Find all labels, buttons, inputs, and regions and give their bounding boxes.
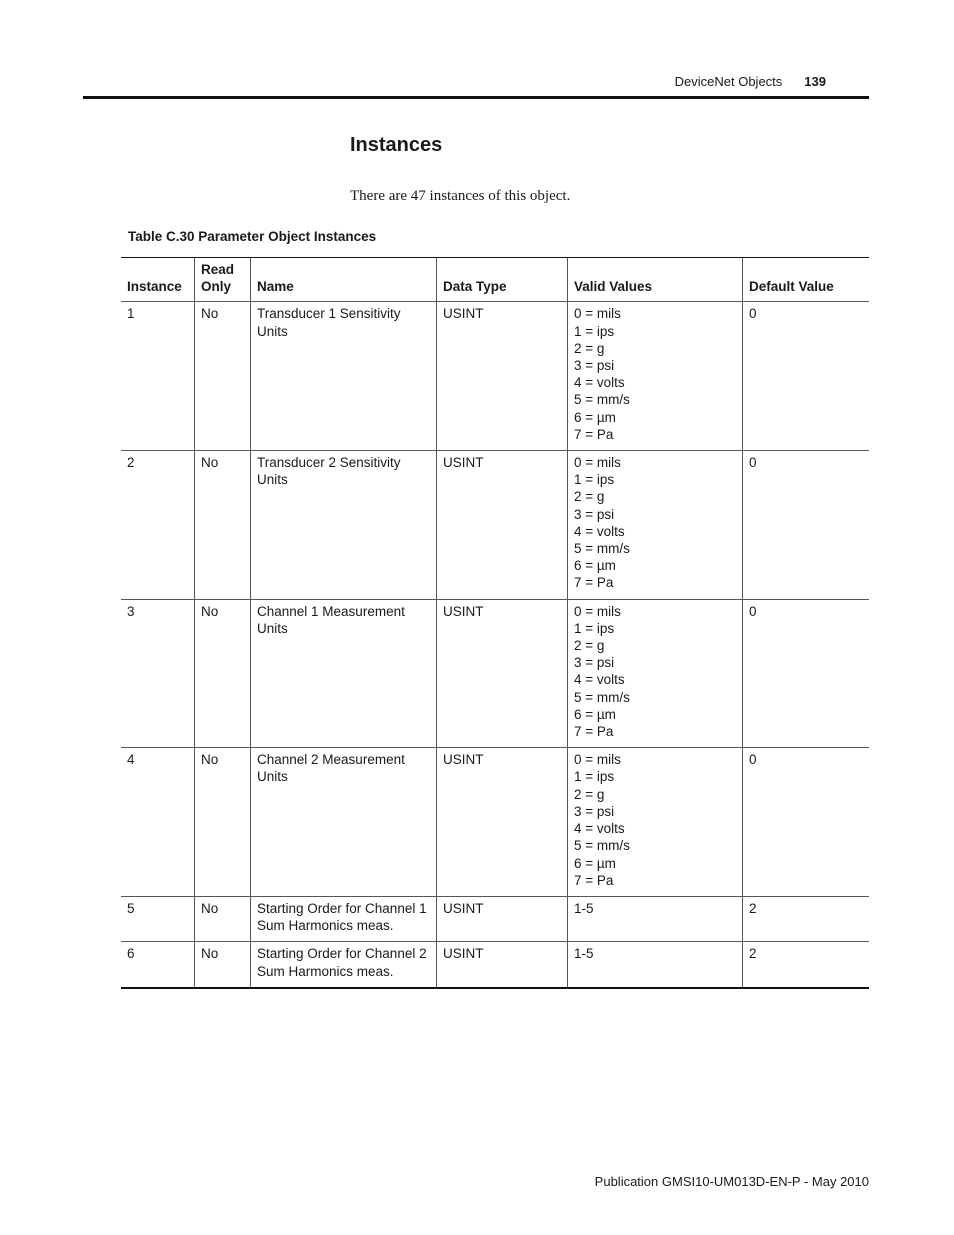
valid-value-line: 0 = mils: [574, 603, 621, 619]
cell-read-only: No: [195, 748, 251, 897]
valid-value-line: 4 = volts: [574, 523, 625, 539]
valid-value-line: 5 = mm/s: [574, 392, 630, 408]
cell-name: Channel 1 Measurement Units: [251, 599, 437, 748]
col-header-read-only: Read Only: [195, 258, 251, 302]
cell-data-type: USINT: [437, 896, 568, 941]
cell-instance: 6: [121, 942, 195, 988]
cell-read-only: No: [195, 599, 251, 748]
valid-value-line: 1-5: [574, 900, 594, 916]
valid-value-line: 4 = volts: [574, 672, 625, 688]
cell-read-only: No: [195, 896, 251, 941]
intro-text: There are 47 instances of this object.: [350, 188, 571, 204]
table-row: [121, 896, 869, 941]
cell-valid-values: [568, 942, 743, 988]
valid-value-line: 3 = psi: [574, 358, 615, 374]
cell-name: Channel 2 Measurement Units: [251, 748, 437, 897]
col-header-valid-values: Valid Values: [568, 258, 743, 302]
header-section-title: DeviceNet Objects: [674, 74, 783, 89]
cell-valid-values: [568, 302, 743, 451]
table-row: [121, 599, 869, 748]
valid-value-line: 2 = g: [574, 489, 605, 505]
cell-read-only: No: [195, 942, 251, 988]
valid-value-line: 4 = volts: [574, 375, 625, 391]
cell-name: Transducer 1 Sensitivity Units: [251, 302, 437, 451]
valid-value-line: 2 = g: [574, 638, 605, 654]
cell-name: Starting Order for Channel 2 Sum Harmonics meas.: [251, 942, 437, 988]
col-header-name: Name: [251, 258, 437, 302]
cell-instance: 3: [121, 599, 195, 748]
cell-default-value: 0: [743, 451, 870, 600]
cell-default-value: 0: [743, 599, 870, 748]
valid-value-line: 2 = g: [574, 786, 605, 802]
cell-default-value: 2: [743, 896, 870, 941]
section-title: Instances: [350, 134, 443, 156]
cell-valid-values: [568, 896, 743, 941]
valid-value-line: 7 = Pa: [574, 426, 614, 442]
valid-value-line: 1 = ips: [574, 620, 615, 636]
cell-read-only: No: [195, 451, 251, 600]
table-row: [121, 748, 869, 897]
cell-data-type: USINT: [437, 599, 568, 748]
table-row: [121, 942, 869, 988]
valid-value-line: 1 = ips: [574, 472, 615, 488]
valid-value-line: 3 = psi: [574, 803, 615, 819]
cell-data-type: USINT: [437, 942, 568, 988]
cell-data-type: USINT: [437, 748, 568, 897]
page-number: 139: [804, 74, 826, 89]
valid-value-line: 6 = µm: [574, 706, 616, 722]
valid-value-line: 4 = volts: [574, 821, 625, 837]
table-row: [121, 302, 869, 451]
valid-value-line: 1-5: [574, 946, 594, 962]
valid-value-line: 7 = Pa: [574, 724, 614, 740]
cell-default-value: 0: [743, 302, 870, 451]
valid-value-line: 1 = ips: [574, 769, 615, 785]
cell-data-type: USINT: [437, 302, 568, 451]
valid-value-line: 1 = ips: [574, 323, 615, 339]
cell-read-only: No: [195, 302, 251, 451]
parameter-object-instances-table: [121, 257, 869, 989]
valid-value-line: 7 = Pa: [574, 872, 614, 888]
valid-value-line: 5 = mm/s: [574, 541, 630, 557]
valid-value-line: 6 = µm: [574, 855, 616, 871]
cell-instance: 4: [121, 748, 195, 897]
cell-valid-values: [568, 748, 743, 897]
running-header: [675, 74, 826, 89]
cell-instance: 1: [121, 302, 195, 451]
valid-value-line: 2 = g: [574, 340, 605, 356]
cell-instance: 2: [121, 451, 195, 600]
valid-value-line: 5 = mm/s: [574, 838, 630, 854]
publication-footer: Publication GMSI10-UM013D-EN-P - May 2010: [594, 1174, 869, 1189]
col-header-data-type: Data Type: [437, 258, 568, 302]
valid-value-line: 7 = Pa: [574, 575, 614, 591]
table-row: [121, 451, 869, 600]
col-header-default-value: Default Value: [743, 258, 870, 302]
valid-value-line: 6 = µm: [574, 409, 616, 425]
valid-value-line: 0 = mils: [574, 455, 621, 471]
valid-value-line: 5 = mm/s: [574, 689, 630, 705]
cell-instance: 5: [121, 896, 195, 941]
table-caption: Table C.30 Parameter Object Instances: [128, 229, 377, 244]
valid-value-line: 6 = µm: [574, 558, 616, 574]
header-rule: [83, 96, 869, 99]
cell-data-type: USINT: [437, 451, 568, 600]
valid-value-line: 0 = mils: [574, 306, 621, 322]
cell-valid-values: [568, 451, 743, 600]
cell-valid-values: [568, 599, 743, 748]
valid-value-line: 3 = psi: [574, 506, 615, 522]
cell-name: Starting Order for Channel 1 Sum Harmonics meas.: [251, 896, 437, 941]
cell-default-value: 0: [743, 748, 870, 897]
valid-value-line: 0 = mils: [574, 752, 621, 768]
cell-default-value: 2: [743, 942, 870, 988]
table-header-row: [121, 258, 869, 302]
valid-value-line: 3 = psi: [574, 655, 615, 671]
table-body: [121, 302, 869, 988]
cell-name: Transducer 2 Sensitivity Units: [251, 451, 437, 600]
col-header-instance: Instance: [121, 258, 195, 302]
